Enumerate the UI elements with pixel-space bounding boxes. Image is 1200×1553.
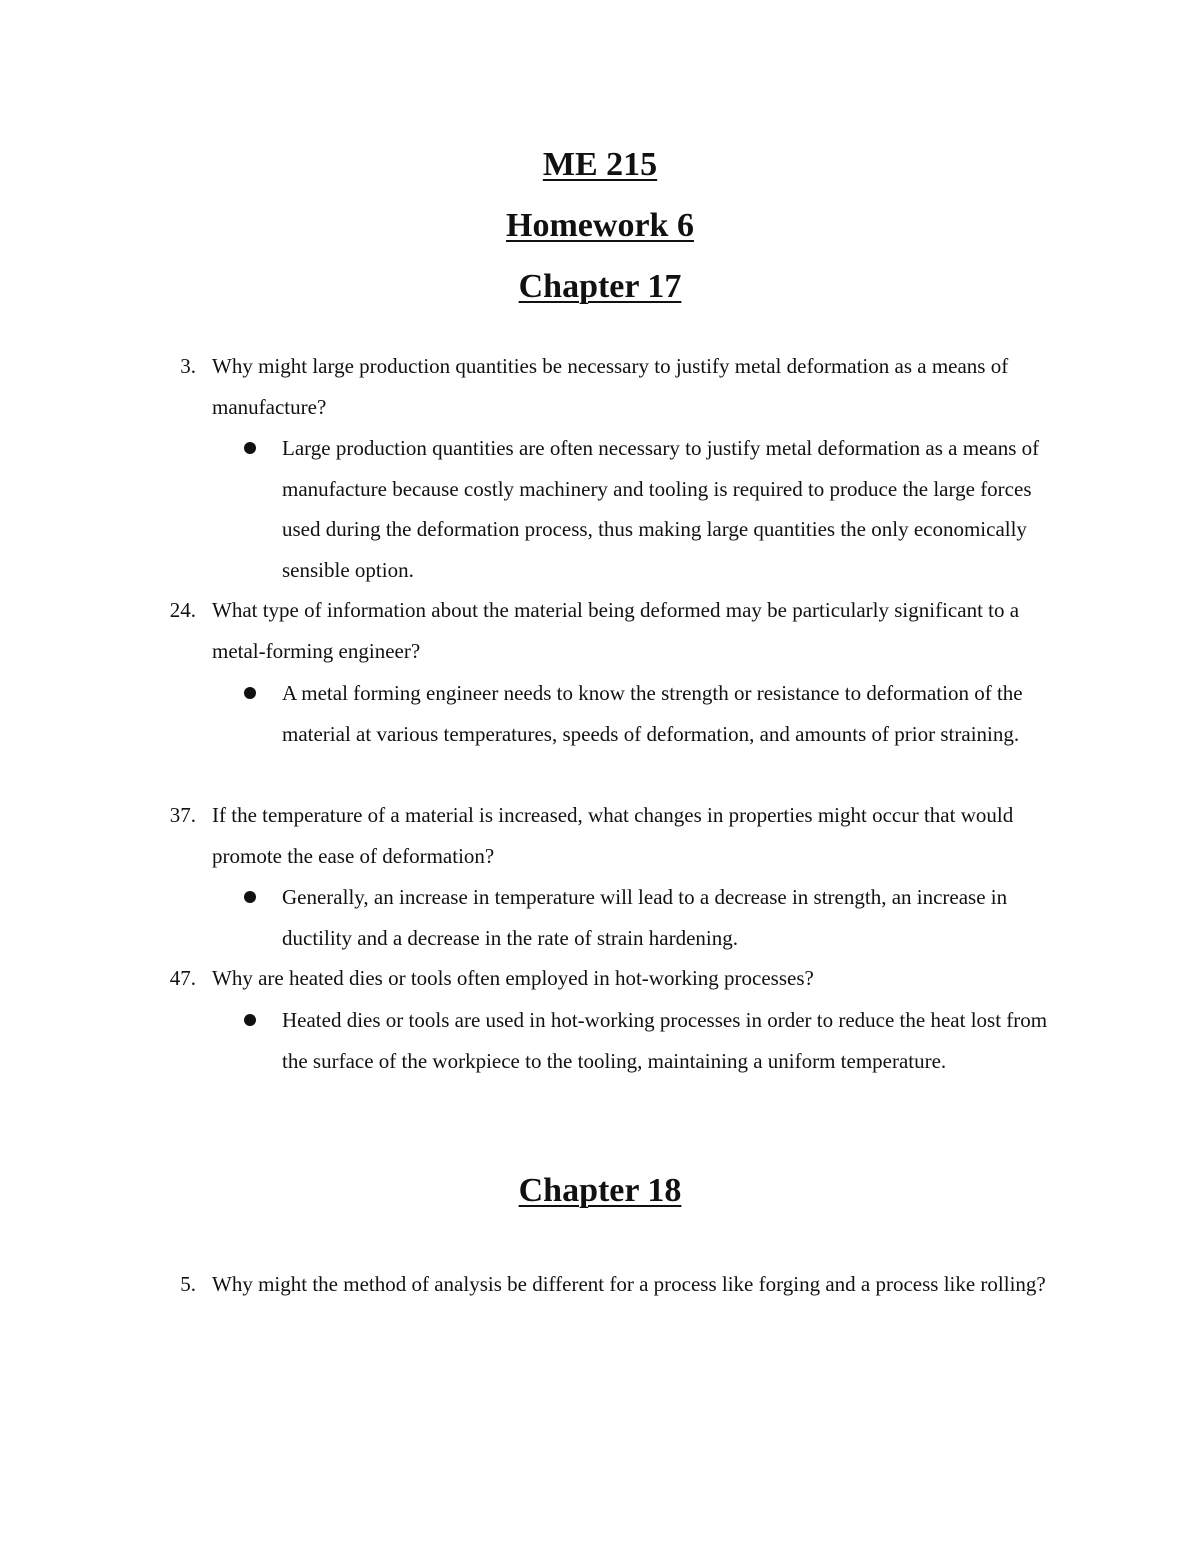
question-number: 37.: [169, 803, 196, 827]
question-number: 24.: [169, 598, 196, 622]
bullet-icon: [244, 891, 256, 903]
answer-text: Heated dies or tools are used in hot-working processes in order to reduce the heat lost from the surface of the workpiece to the tooling, maintaining a uniform temperature.: [282, 1008, 1048, 1073]
course-title-text: ME 215: [542, 146, 658, 183]
question-number: 47.: [169, 966, 196, 990]
bullet-icon: [244, 442, 256, 454]
question-text: Why might large production quantities be necessary to justify metal deformation as a means of manufacture?: [212, 354, 1009, 419]
question-number: 3.: [180, 354, 196, 378]
question-text: If the temperature of a material is increased, what changes in properties might occur that would promote the ease of deformation?: [212, 803, 1014, 868]
question-text: Why might the method of analysis be different for a process like forging and a process like rolling?: [212, 1272, 1046, 1296]
chapter-17-title: [0, 267, 1200, 307]
answer-text: Generally, an increase in temperature will lead to a decrease in strength, an increase in ductility and a decrease in the rate of strain hardening.: [282, 885, 1008, 950]
chapter-17-title-text: Chapter 17: [518, 268, 682, 305]
homework-title: [0, 206, 1200, 246]
chapter-18-title: [0, 1171, 1200, 1211]
answer-text: Large production quantities are often necessary to justify metal deformation as a means of manufacture because costly machinery and tooling is required to produce the large forces used during the deformation process, thus making large quantities the only economically sensible option.: [282, 436, 1040, 582]
question-number: 5.: [180, 1272, 196, 1296]
question-text: What type of information about the material being deformed may be particularly significant to a metal-forming engineer?: [212, 598, 1020, 663]
bullet-icon: [244, 687, 256, 699]
course-title: [0, 145, 1200, 185]
homework-title-text: Homework 6: [506, 207, 694, 244]
answer-text: A metal forming engineer needs to know the strength or resistance to deformation of the material at various temperatures, speeds of deformation, and amounts of prior straining.: [282, 681, 1023, 746]
chapter-18-title-text: Chapter 18: [518, 1172, 682, 1209]
question-text: Why are heated dies or tools often employed in hot-working processes?: [212, 966, 814, 990]
bullet-icon: [244, 1014, 256, 1026]
